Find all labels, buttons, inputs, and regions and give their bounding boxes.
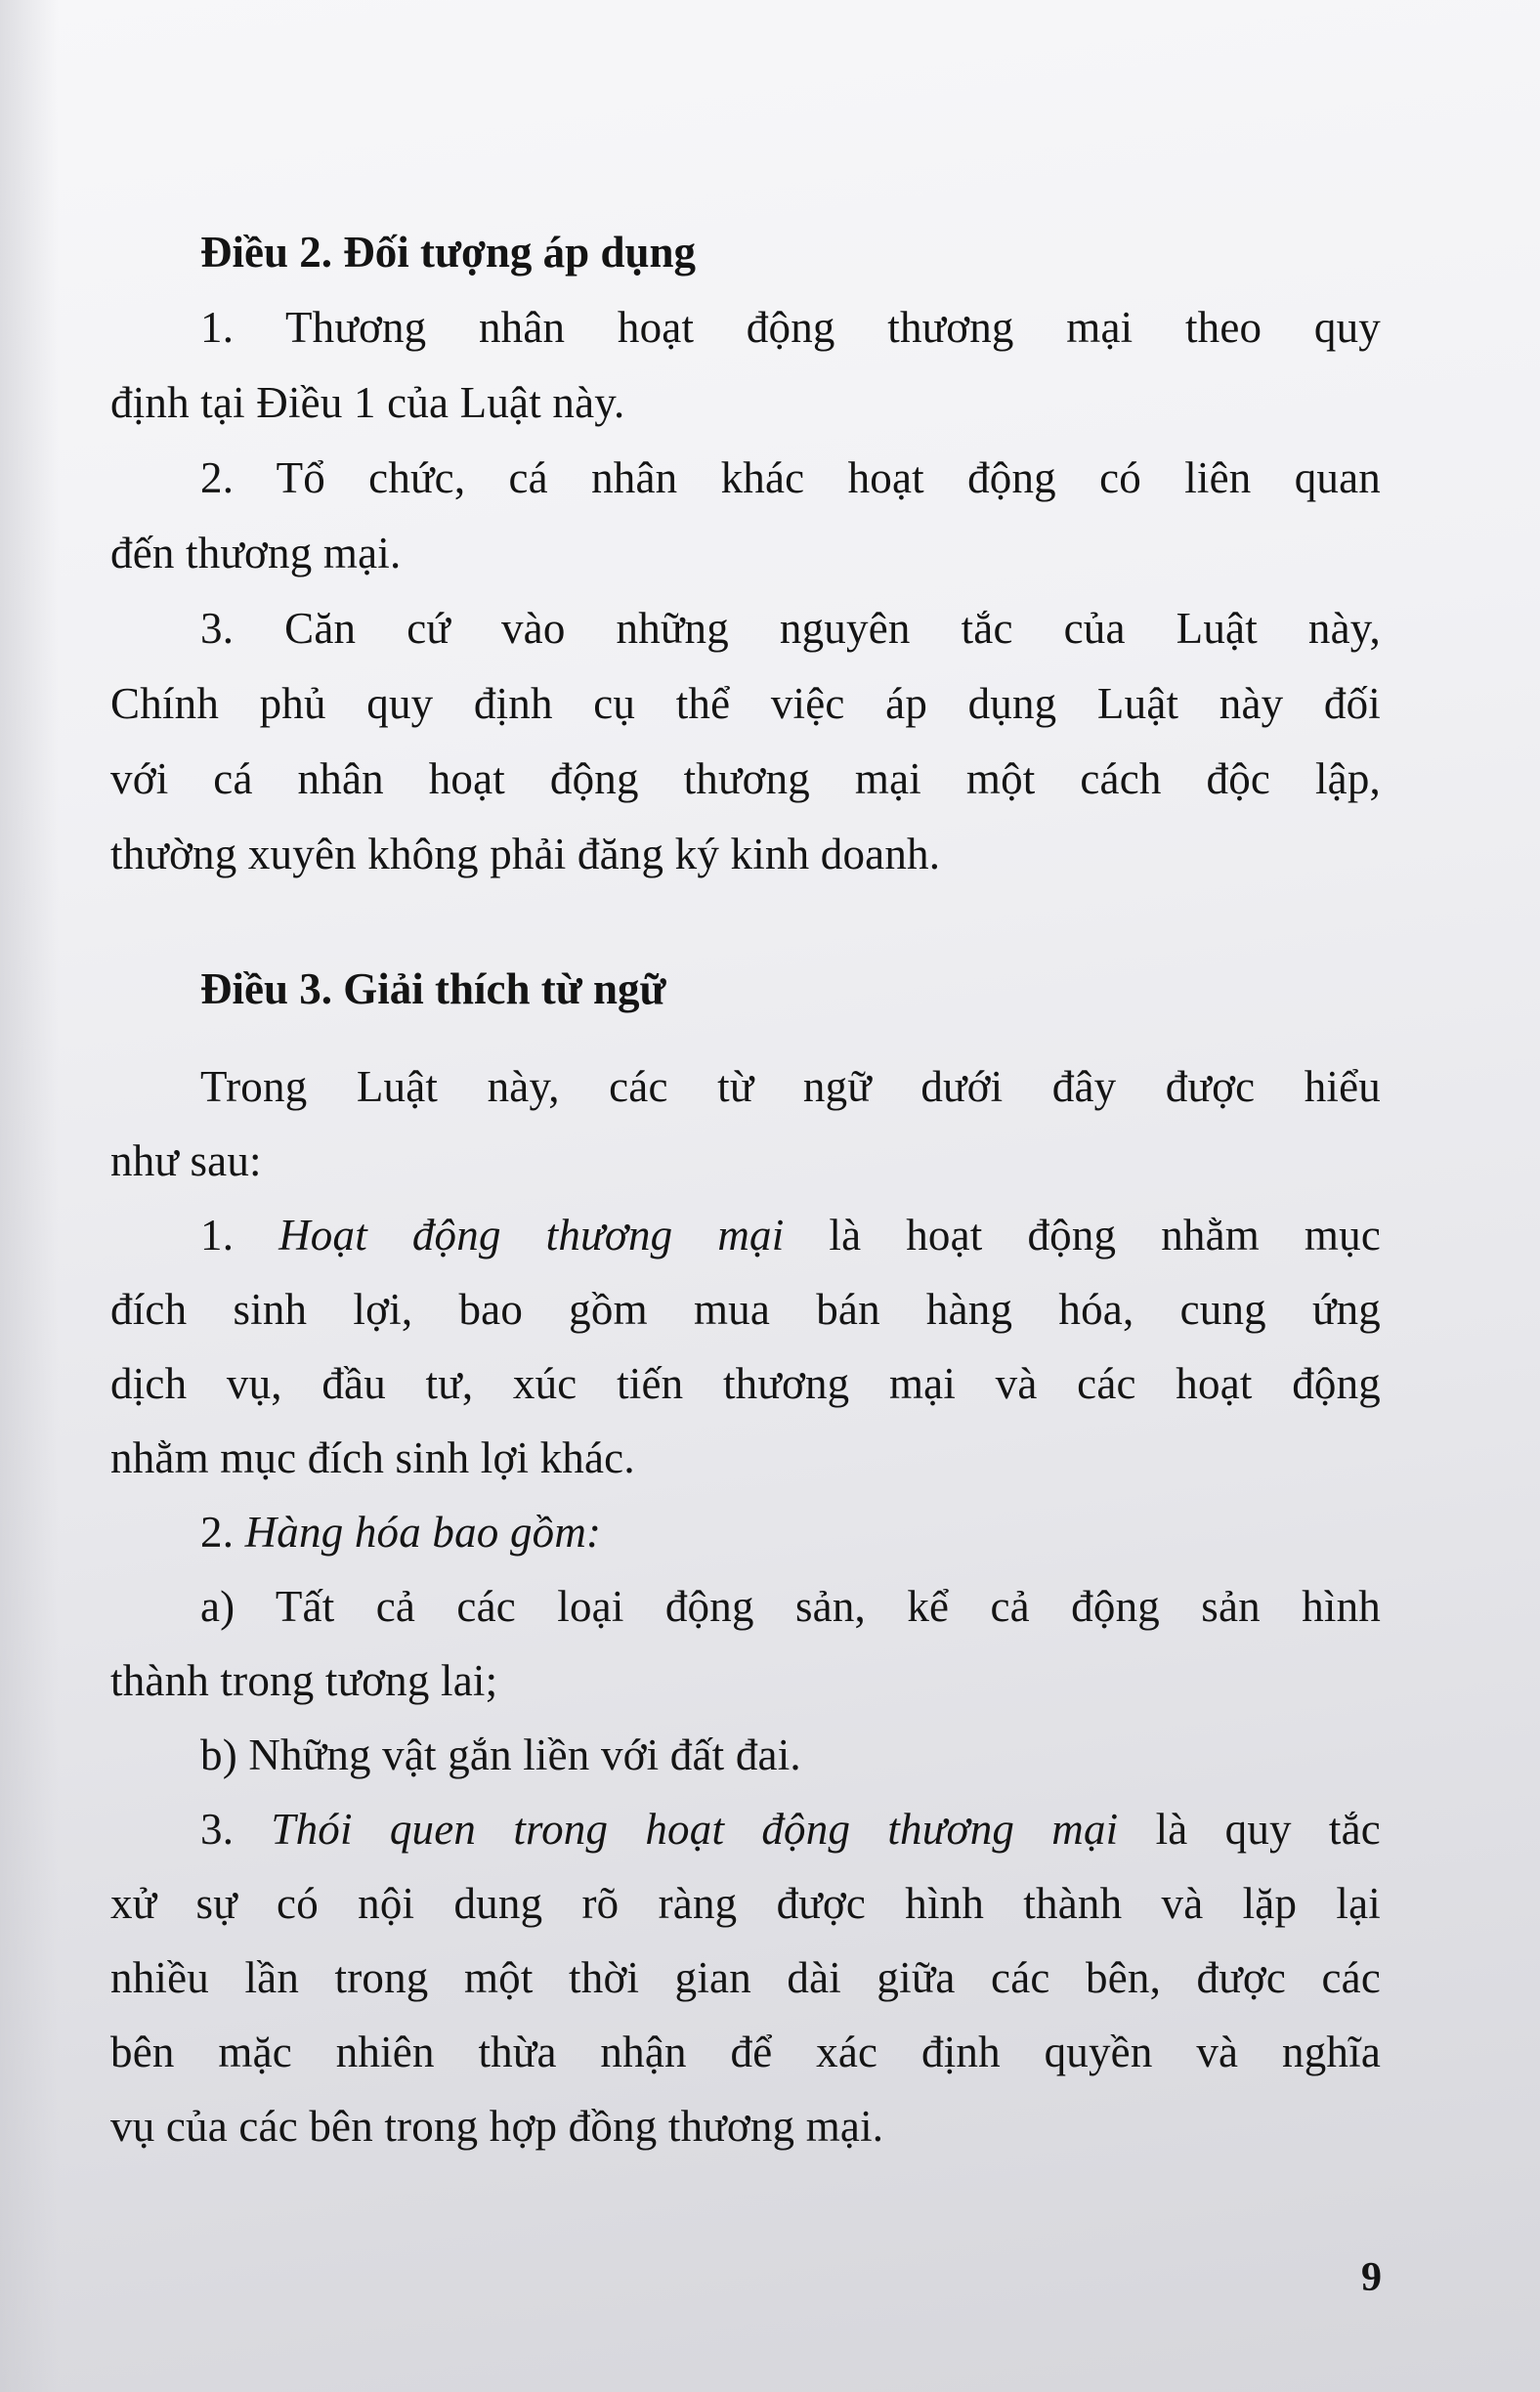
text-line: 3. Căn cứ vào những nguyên tắc của Luật này, bbox=[200, 604, 1381, 653]
text-line: như sau: bbox=[110, 1136, 262, 1185]
text-line: định tại Điều 1 của Luật này. bbox=[110, 378, 625, 427]
text-line: Chính phủ quy định cụ thể việc áp dụng Luật này đối bbox=[110, 679, 1381, 728]
article-2-heading: Điều 2. Đối tượng áp dụng bbox=[200, 228, 697, 277]
page-number: 9 bbox=[1361, 2255, 1382, 2300]
text-line: thành trong tương lai; bbox=[110, 1656, 498, 1705]
text-line bbox=[200, 1206, 1381, 1264]
definition-number: 3. bbox=[200, 1805, 235, 1854]
text-line: 2. Tổ chức, cá nhân khác hoạt động có liên quan bbox=[200, 453, 1381, 502]
text-line: với cá nhân hoạt động thương mại một cách độc lập, bbox=[110, 754, 1381, 803]
text-line bbox=[200, 1800, 1381, 1858]
text-line: thường xuyên không phải đăng ký kinh doanh. bbox=[110, 830, 941, 878]
text-line: a) Tất cả các loại động sản, kể cả động sản hình bbox=[200, 1582, 1381, 1631]
text-line: nhiều lần trong một thời gian dài giữa các bên, được các bbox=[110, 1953, 1381, 2002]
text-line: bên mặc nhiên thừa nhận để xác định quyền và nghĩa bbox=[110, 2028, 1381, 2076]
text-line: vụ của các bên trong hợp đồng thương mại. bbox=[110, 2102, 884, 2151]
text-line: b) Những vật gắn liền với đất đai. bbox=[200, 1730, 801, 1779]
text-line: dịch vụ, đầu tư, xúc tiến thương mại và các hoạt động bbox=[110, 1359, 1381, 1408]
definition-number: 1. bbox=[200, 1211, 235, 1260]
text-line: đích sinh lợi, bao gồm mua bán hàng hóa, cung ứng bbox=[110, 1285, 1381, 1334]
text-line bbox=[200, 1503, 1381, 1561]
definition-text: là hoạt động nhằm mục bbox=[829, 1211, 1381, 1260]
text-line: đến thương mại. bbox=[110, 529, 402, 577]
page-gutter-shadow bbox=[0, 0, 59, 2392]
definition-text: là quy tắc bbox=[1155, 1805, 1381, 1854]
defined-term: Hoạt động thương mại bbox=[278, 1211, 785, 1260]
text-line: xử sự có nội dung rõ ràng được hình thành và lặp lại bbox=[110, 1879, 1381, 1928]
definition-number: 2. bbox=[200, 1508, 235, 1557]
defined-term: Thói quen trong hoạt động thương mại bbox=[271, 1805, 1119, 1854]
text-line: nhằm mục đích sinh lợi khác. bbox=[110, 1433, 635, 1482]
defined-term: Hàng hóa bao gồm: bbox=[244, 1508, 602, 1557]
article-3-heading: Điều 3. Giải thích từ ngữ bbox=[200, 964, 666, 1013]
text-line: 1. Thương nhân hoạt động thương mại theo quy bbox=[200, 303, 1381, 352]
text-line: Trong Luật này, các từ ngữ dưới đây được hiểu bbox=[200, 1062, 1381, 1111]
